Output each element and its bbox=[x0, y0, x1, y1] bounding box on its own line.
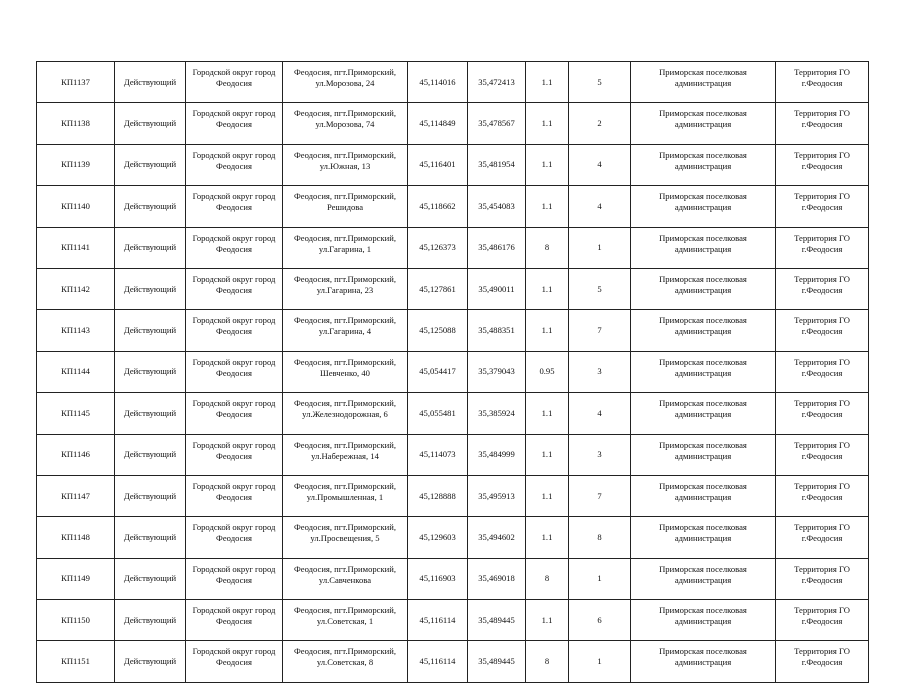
territory-cell: Территория ГО г.Феодосия bbox=[776, 393, 869, 434]
latitude-cell: 45,054417 bbox=[408, 351, 468, 392]
table-row bbox=[37, 434, 869, 475]
latitude-cell: 45,116903 bbox=[408, 558, 468, 599]
longitude-cell: 35,481954 bbox=[468, 144, 526, 185]
latitude-cell: 45,126373 bbox=[408, 227, 468, 268]
municipality-cell: Городской округ город Феодосия bbox=[186, 641, 283, 682]
site-code-cell: КП1145 bbox=[37, 393, 115, 434]
container-count-cell: 7 bbox=[569, 475, 631, 516]
address-cell: Феодосия, пгт.Приморский, ул.Савченкова bbox=[283, 558, 408, 599]
territory-cell: Территория ГО г.Феодосия bbox=[776, 268, 869, 309]
site-code-cell: КП1139 bbox=[37, 144, 115, 185]
table-row bbox=[37, 227, 869, 268]
municipality-cell: Городской округ город Феодосия bbox=[186, 351, 283, 392]
container-volume-cell: 1.1 bbox=[526, 434, 569, 475]
municipality-cell: Городской округ город Феодосия bbox=[186, 103, 283, 144]
container-volume-cell: 1.1 bbox=[526, 268, 569, 309]
table-row bbox=[37, 475, 869, 516]
longitude-cell: 35,486176 bbox=[468, 227, 526, 268]
territory-cell: Территория ГО г.Феодосия bbox=[776, 600, 869, 641]
address-cell: Феодосия, пгт.Приморский, ул.Промышленная, 1 bbox=[283, 475, 408, 516]
container-count-cell: 8 bbox=[569, 517, 631, 558]
owner-cell: Приморская поселковая администрация bbox=[631, 62, 776, 103]
longitude-cell: 35,494602 bbox=[468, 517, 526, 558]
owner-cell: Приморская поселковая администрация bbox=[631, 268, 776, 309]
container-count-cell: 4 bbox=[569, 186, 631, 227]
longitude-cell: 35,489445 bbox=[468, 600, 526, 641]
site-code-cell: КП1150 bbox=[37, 600, 115, 641]
longitude-cell: 35,495913 bbox=[468, 475, 526, 516]
site-code-cell: КП1141 bbox=[37, 227, 115, 268]
municipality-cell: Городской округ город Феодосия bbox=[186, 268, 283, 309]
container-volume-cell: 1.1 bbox=[526, 475, 569, 516]
municipality-cell: Городской округ город Феодосия bbox=[186, 558, 283, 599]
latitude-cell: 45,114016 bbox=[408, 62, 468, 103]
site-code-cell: КП1149 bbox=[37, 558, 115, 599]
table-row bbox=[37, 351, 869, 392]
municipality-cell: Городской округ город Феодосия bbox=[186, 600, 283, 641]
container-volume-cell: 1.1 bbox=[526, 600, 569, 641]
table-row bbox=[37, 62, 869, 103]
latitude-cell: 45,127861 bbox=[408, 268, 468, 309]
owner-cell: Приморская поселковая администрация bbox=[631, 517, 776, 558]
container-volume-cell: 8 bbox=[526, 227, 569, 268]
container-volume-cell: 1.1 bbox=[526, 310, 569, 351]
latitude-cell: 45,129603 bbox=[408, 517, 468, 558]
table-row bbox=[37, 641, 869, 682]
container-count-cell: 1 bbox=[569, 641, 631, 682]
latitude-cell: 45,116114 bbox=[408, 641, 468, 682]
table-row bbox=[37, 600, 869, 641]
address-cell: Феодосия, пгт.Приморский, ул.Южная, 13 bbox=[283, 144, 408, 185]
container-count-cell: 1 bbox=[569, 227, 631, 268]
table-row bbox=[37, 103, 869, 144]
site-code-cell: КП1146 bbox=[37, 434, 115, 475]
status-cell: Действующий bbox=[115, 475, 186, 516]
territory-cell: Территория ГО г.Феодосия bbox=[776, 351, 869, 392]
container-count-cell: 5 bbox=[569, 268, 631, 309]
container-volume-cell: 1.1 bbox=[526, 517, 569, 558]
table-row bbox=[37, 186, 869, 227]
owner-cell: Приморская поселковая администрация bbox=[631, 144, 776, 185]
status-cell: Действующий bbox=[115, 600, 186, 641]
municipality-cell: Городской округ город Феодосия bbox=[186, 517, 283, 558]
longitude-cell: 35,488351 bbox=[468, 310, 526, 351]
latitude-cell: 45,055481 bbox=[408, 393, 468, 434]
status-cell: Действующий bbox=[115, 517, 186, 558]
longitude-cell: 35,472413 bbox=[468, 62, 526, 103]
site-code-cell: КП1142 bbox=[37, 268, 115, 309]
container-count-cell: 3 bbox=[569, 434, 631, 475]
container-volume-cell: 1.1 bbox=[526, 103, 569, 144]
longitude-cell: 35,385924 bbox=[468, 393, 526, 434]
municipality-cell: Городской округ город Феодосия bbox=[186, 475, 283, 516]
territory-cell: Территория ГО г.Феодосия bbox=[776, 62, 869, 103]
site-code-cell: КП1140 bbox=[37, 186, 115, 227]
status-cell: Действующий bbox=[115, 268, 186, 309]
territory-cell: Территория ГО г.Феодосия bbox=[776, 144, 869, 185]
address-cell: Феодосия, пгт.Приморский, ул.Советская, 1 bbox=[283, 600, 408, 641]
municipality-cell: Городской округ город Феодосия bbox=[186, 144, 283, 185]
latitude-cell: 45,125088 bbox=[408, 310, 468, 351]
site-code-cell: КП1148 bbox=[37, 517, 115, 558]
table-row bbox=[37, 144, 869, 185]
municipality-cell: Городской округ город Феодосия bbox=[186, 393, 283, 434]
owner-cell: Приморская поселковая администрация bbox=[631, 310, 776, 351]
container-count-cell: 6 bbox=[569, 600, 631, 641]
territory-cell: Территория ГО г.Феодосия bbox=[776, 475, 869, 516]
container-volume-cell: 1.1 bbox=[526, 62, 569, 103]
municipality-cell: Городской округ город Феодосия bbox=[186, 186, 283, 227]
container-count-cell: 4 bbox=[569, 144, 631, 185]
territory-cell: Территория ГО г.Феодосия bbox=[776, 434, 869, 475]
address-cell: Феодосия, пгт.Приморский, ул.Железнодорожная, 6 bbox=[283, 393, 408, 434]
latitude-cell: 45,114073 bbox=[408, 434, 468, 475]
container-count-cell: 7 bbox=[569, 310, 631, 351]
address-cell: Феодосия, пгт.Приморский, ул.Просвещения, 5 bbox=[283, 517, 408, 558]
municipality-cell: Городской округ город Феодосия bbox=[186, 62, 283, 103]
container-volume-cell: 0.95 bbox=[526, 351, 569, 392]
latitude-cell: 45,116114 bbox=[408, 600, 468, 641]
owner-cell: Приморская поселковая администрация bbox=[631, 186, 776, 227]
address-cell: Феодосия, пгт.Приморский, ул.Морозова, 74 bbox=[283, 103, 408, 144]
owner-cell: Приморская поселковая администрация bbox=[631, 351, 776, 392]
site-code-cell: КП1138 bbox=[37, 103, 115, 144]
container-volume-cell: 1.1 bbox=[526, 144, 569, 185]
address-cell: Феодосия, пгт.Приморский, Шевченко, 40 bbox=[283, 351, 408, 392]
status-cell: Действующий bbox=[115, 310, 186, 351]
status-cell: Действующий bbox=[115, 558, 186, 599]
owner-cell: Приморская поселковая администрация bbox=[631, 434, 776, 475]
site-code-cell: КП1143 bbox=[37, 310, 115, 351]
table-row bbox=[37, 517, 869, 558]
latitude-cell: 45,118662 bbox=[408, 186, 468, 227]
container-sites-table bbox=[36, 61, 869, 683]
table-row bbox=[37, 558, 869, 599]
longitude-cell: 35,490011 bbox=[468, 268, 526, 309]
territory-cell: Территория ГО г.Феодосия bbox=[776, 310, 869, 351]
container-count-cell: 2 bbox=[569, 103, 631, 144]
address-cell: Феодосия, пгт.Приморский, ул.Набережная, 14 bbox=[283, 434, 408, 475]
container-count-cell: 1 bbox=[569, 558, 631, 599]
table-body bbox=[37, 62, 869, 683]
address-cell: Феодосия, пгт.Приморский, ул.Советская, 8 bbox=[283, 641, 408, 682]
container-volume-cell: 8 bbox=[526, 558, 569, 599]
owner-cell: Приморская поселковая администрация bbox=[631, 558, 776, 599]
status-cell: Действующий bbox=[115, 62, 186, 103]
municipality-cell: Городской округ город Феодосия bbox=[186, 310, 283, 351]
container-volume-cell: 1.1 bbox=[526, 393, 569, 434]
latitude-cell: 45,116401 bbox=[408, 144, 468, 185]
container-count-cell: 4 bbox=[569, 393, 631, 434]
site-code-cell: КП1151 bbox=[37, 641, 115, 682]
status-cell: Действующий bbox=[115, 641, 186, 682]
table-row bbox=[37, 268, 869, 309]
container-count-cell: 3 bbox=[569, 351, 631, 392]
status-cell: Действующий bbox=[115, 186, 186, 227]
status-cell: Действующий bbox=[115, 351, 186, 392]
owner-cell: Приморская поселковая администрация bbox=[631, 600, 776, 641]
container-volume-cell: 1.1 bbox=[526, 186, 569, 227]
address-cell: Феодосия, пгт.Приморский, ул.Гагарина, 4 bbox=[283, 310, 408, 351]
longitude-cell: 35,469018 bbox=[468, 558, 526, 599]
territory-cell: Территория ГО г.Феодосия bbox=[776, 227, 869, 268]
owner-cell: Приморская поселковая администрация bbox=[631, 475, 776, 516]
owner-cell: Приморская поселковая администрация bbox=[631, 227, 776, 268]
status-cell: Действующий bbox=[115, 434, 186, 475]
longitude-cell: 35,454083 bbox=[468, 186, 526, 227]
territory-cell: Территория ГО г.Феодосия bbox=[776, 641, 869, 682]
territory-cell: Территория ГО г.Феодосия bbox=[776, 186, 869, 227]
site-code-cell: КП1144 bbox=[37, 351, 115, 392]
address-cell: Феодосия, пгт.Приморский, ул.Морозова, 24 bbox=[283, 62, 408, 103]
municipality-cell: Городской округ город Феодосия bbox=[186, 227, 283, 268]
status-cell: Действующий bbox=[115, 103, 186, 144]
address-cell: Феодосия, пгт.Приморский, Решидова bbox=[283, 186, 408, 227]
longitude-cell: 35,484999 bbox=[468, 434, 526, 475]
status-cell: Действующий bbox=[115, 227, 186, 268]
owner-cell: Приморская поселковая администрация bbox=[631, 393, 776, 434]
table-row bbox=[37, 310, 869, 351]
latitude-cell: 45,114849 bbox=[408, 103, 468, 144]
longitude-cell: 35,489445 bbox=[468, 641, 526, 682]
address-cell: Феодосия, пгт.Приморский, ул.Гагарина, 23 bbox=[283, 268, 408, 309]
owner-cell: Приморская поселковая администрация bbox=[631, 641, 776, 682]
longitude-cell: 35,379043 bbox=[468, 351, 526, 392]
territory-cell: Территория ГО г.Феодосия bbox=[776, 103, 869, 144]
status-cell: Действующий bbox=[115, 144, 186, 185]
municipality-cell: Городской округ город Феодосия bbox=[186, 434, 283, 475]
site-code-cell: КП1147 bbox=[37, 475, 115, 516]
latitude-cell: 45,128888 bbox=[408, 475, 468, 516]
territory-cell: Территория ГО г.Феодосия bbox=[776, 558, 869, 599]
owner-cell: Приморская поселковая администрация bbox=[631, 103, 776, 144]
longitude-cell: 35,478567 bbox=[468, 103, 526, 144]
table-row bbox=[37, 393, 869, 434]
site-code-cell: КП1137 bbox=[37, 62, 115, 103]
territory-cell: Территория ГО г.Феодосия bbox=[776, 517, 869, 558]
container-volume-cell: 8 bbox=[526, 641, 569, 682]
address-cell: Феодосия, пгт.Приморский, ул.Гагарина, 1 bbox=[283, 227, 408, 268]
status-cell: Действующий bbox=[115, 393, 186, 434]
container-count-cell: 5 bbox=[569, 62, 631, 103]
